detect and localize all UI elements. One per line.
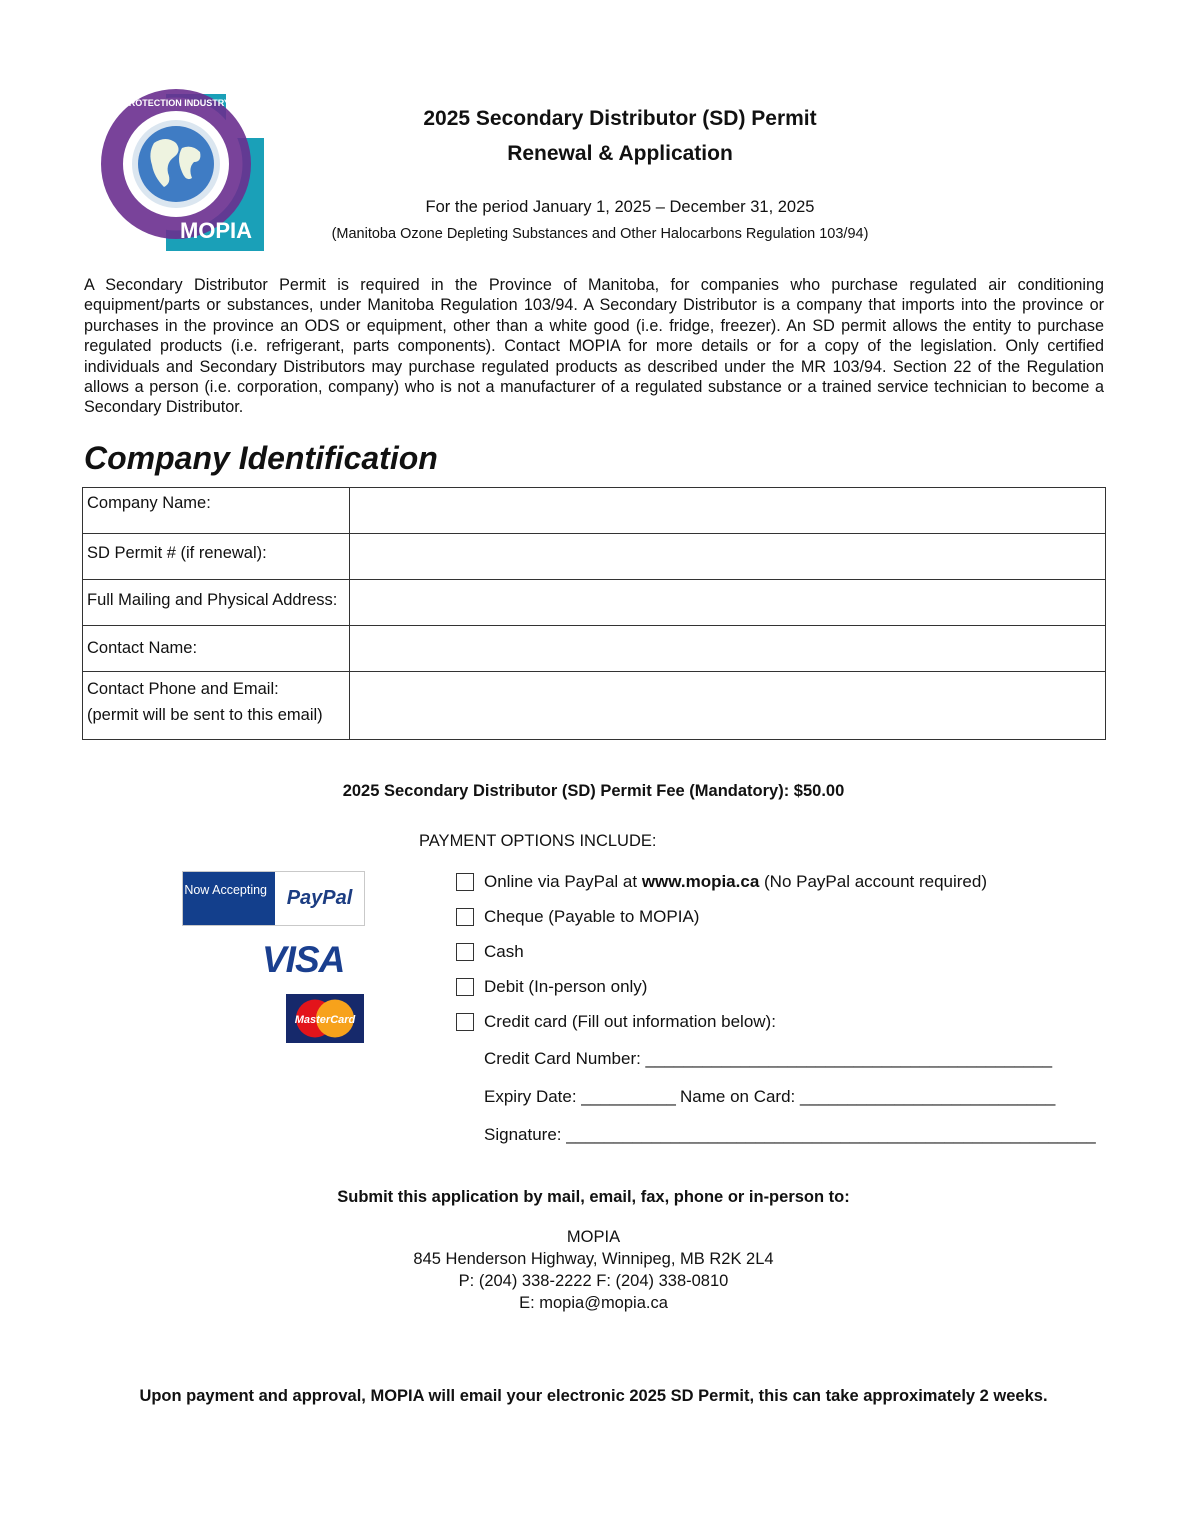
checkbox[interactable] (456, 873, 474, 891)
option-cheque[interactable] (456, 906, 699, 928)
mastercard-wordmark: MasterCard (294, 1014, 356, 1026)
cc-number-line[interactable]: Credit Card Number: ___________________________________________ (484, 1049, 1053, 1068)
contact-name-label: Contact Name: (83, 626, 350, 672)
payment-options-header: PAYMENT OPTIONS INCLUDE: (419, 832, 657, 850)
paypal-wordmark: PayPal (286, 887, 353, 909)
page-subtitle: Renewal & Application (507, 142, 733, 165)
regulation-text: (Manitoba Ozone Depleting Substances and Other Halocarbons Regulation 103/94) (331, 226, 869, 242)
checkbox[interactable] (456, 908, 474, 926)
paypal-badge (182, 871, 365, 926)
permit-number-field[interactable] (350, 534, 1106, 580)
table-row (83, 534, 1106, 580)
option-paypal-post: (No PayPal account required) (759, 872, 988, 891)
permit-fee: 2025 Secondary Distributor (SD) Permit Fee (Mandatory): $50.00 (342, 782, 845, 800)
option-credit-card-label: Credit card (Fill out information below): (484, 1012, 776, 1031)
section-title: Company Identification (84, 440, 438, 476)
page-title: 2025 Secondary Distributor (SD) Permit (423, 107, 817, 130)
address-field[interactable] (350, 580, 1106, 626)
contact-phone-field[interactable] (350, 672, 1106, 740)
table-row (83, 580, 1106, 626)
option-cash-label: Cash (484, 942, 524, 961)
checkbox[interactable] (456, 1013, 474, 1031)
contact-phone-label-line1: Contact Phone and Email: (87, 680, 279, 698)
checkbox[interactable] (456, 943, 474, 961)
submit-email[interactable]: E: mopia@mopia.ca (519, 1294, 668, 1312)
period-text: For the period January 1, 2025 – December 31, 2025 (425, 198, 815, 216)
address-label: Full Mailing and Physical Address: (83, 580, 350, 626)
company-name-field[interactable] (350, 488, 1106, 534)
visa-logo: VISA (262, 939, 345, 980)
table-row (83, 626, 1106, 672)
option-paypal-label (484, 872, 987, 892)
table-row (83, 488, 1106, 534)
option-credit-card[interactable] (456, 1011, 776, 1033)
cc-expiry-line[interactable]: Expiry Date: __________ (484, 1087, 676, 1106)
cc-signature-line[interactable]: Signature: ________________________________________________________ (484, 1125, 1096, 1144)
logo-name: MOPIA (179, 218, 253, 243)
paypal-badge-left: Now Accepting (183, 872, 275, 925)
option-cash[interactable] (456, 941, 524, 963)
table-row (83, 672, 1106, 740)
checkbox[interactable] (456, 978, 474, 996)
option-paypal[interactable] (456, 871, 987, 893)
permit-number-label: SD Permit # (if renewal): (83, 534, 350, 580)
contact-phone-label-line2: (permit will be sent to this email) (87, 706, 323, 724)
mastercard-logo (286, 994, 364, 1043)
footer-note: Upon payment and approval, MOPIA will email your electronic 2025 SD Permit, this can take approximately 2 weeks. (139, 1387, 1048, 1405)
option-paypal-link[interactable]: www.mopia.ca (641, 872, 760, 891)
option-debit-label: Debit (In-person only) (484, 977, 648, 996)
submit-heading: Submit this application by mail, email, fax, phone or in-person to: (337, 1188, 850, 1206)
contact-name-field[interactable] (350, 626, 1106, 672)
contact-phone-label (83, 672, 350, 740)
company-name-label: Company Name: (83, 488, 350, 534)
company-id-table (82, 487, 1106, 740)
submit-org: MOPIA (566, 1228, 621, 1246)
cc-name-line[interactable]: Name on Card: ___________________________ (680, 1087, 1056, 1106)
option-paypal-pre: Online via PayPal at (484, 872, 642, 891)
logo-ring-text: MANITOBA OZONE PROTECTION INDUSTRY ASSOCIATION INC. (37, 98, 315, 108)
submit-phone-fax: P: (204) 338-2222 F: (204) 338-0810 (458, 1272, 729, 1290)
mopia-logo (37, 88, 315, 256)
option-cheque-label: Cheque (Payable to MOPIA) (484, 907, 700, 926)
intro-paragraph: A Secondary Distributor Permit is required in the Province of Manitoba, for companies who purchase regulated air conditioning equipment/parts or substances, under Manitoba Regulation 103/94. A Secondary Distributor is a company that imports into the province or purchases in the province an ODS or equipment, other than a white good (i.e. fridge, freezer). An SD permit allows the entity to purchase regulated products (i.e. refrigerant, parts components). Contact MOPIA for more details or for a copy of the legislation. Only certified individuals and Secondary Distributors may purchase regulated products as described under the MR 103/94. Section 22 of the Regulation allows a person (i.e. corporation, company) who is not a manufacturer of a regulated substance or a trained service technician to become a Secondary Distributor. (84, 276, 1104, 417)
paypal-logo-text (275, 872, 364, 925)
option-debit[interactable] (456, 976, 647, 998)
submit-address: 845 Henderson Highway, Winnipeg, MB R2K 2L4 (413, 1250, 774, 1268)
